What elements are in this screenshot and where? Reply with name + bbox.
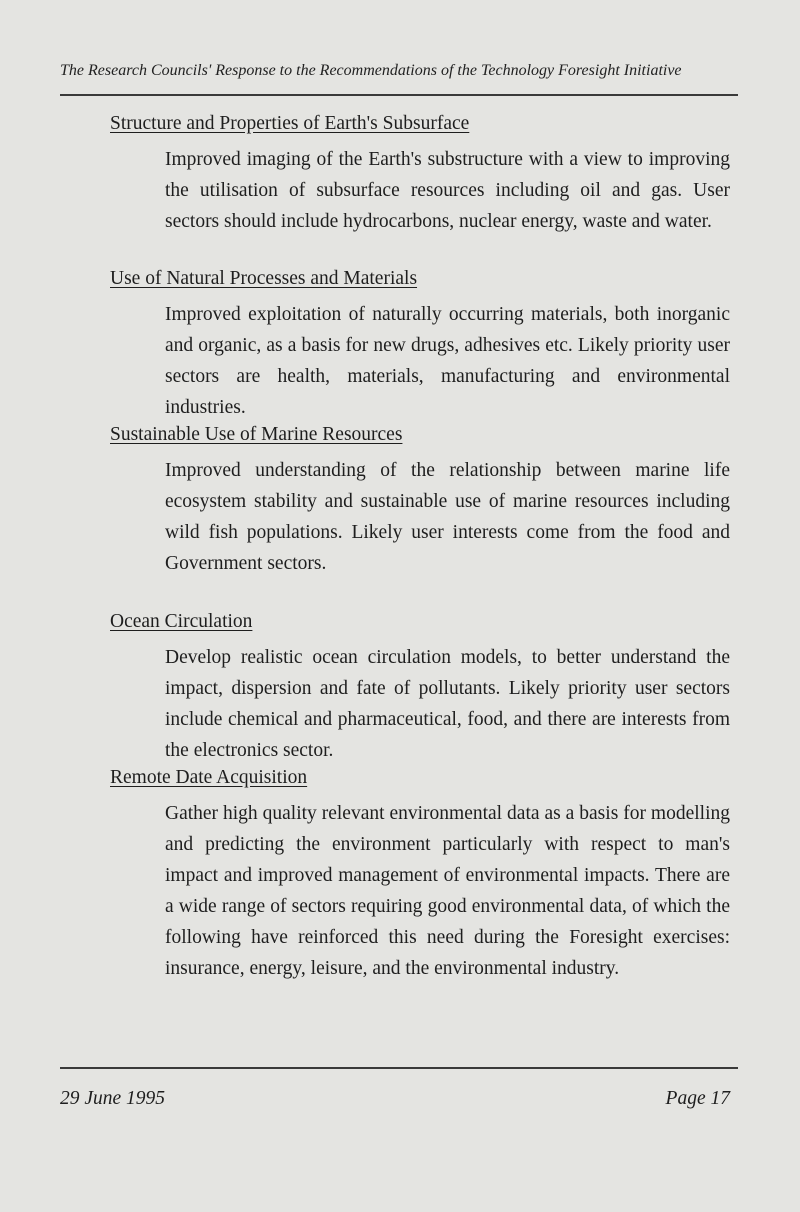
- section-heading: Remote Date Acquisition: [110, 767, 308, 788]
- section-body: Improved exploitation of naturally occurring materials, both inorganic and organic, as a basis for new drugs, adhesives etc. Likely priority user sectors are health, materials, manufacturing and environmental industries.: [165, 304, 730, 418]
- section-body: Gather high quality relevant environmental data as a basis for modelling and predicting the environment particularly with respect to man's impact and improved management of environmental impacts. There are a wide range of sectors requiring good environmental data, of which the following have reinforced this need during the Foresight exercises: insurance, energy, leisure, and the environmental industry.: [165, 803, 730, 979]
- section-subsurface: [110, 113, 738, 237]
- section-natural-processes: [110, 268, 738, 423]
- section-body: Improved understanding of the relationship between marine life ecosystem stability and sustainable use of marine resources including wild fish populations. Likely user interests come from the food and Government sectors.: [165, 460, 730, 574]
- running-header: The Research Councils' Response to the Recommendations of the Technology Foresight Initiative: [60, 62, 682, 79]
- section-heading: Use of Natural Processes and Materials: [110, 268, 418, 289]
- footer-date: 29 June 1995: [60, 1088, 166, 1109]
- section-remote-data: [110, 767, 738, 984]
- section-heading: Structure and Properties of Earth's Subsurface: [110, 113, 470, 134]
- section-heading: Sustainable Use of Marine Resources: [110, 424, 403, 445]
- section-heading: Ocean Circulation: [110, 611, 253, 632]
- section-body: Improved imaging of the Earth's substructure with a view to improving the utilisation of subsurface resources including oil and gas. User sectors should include hydrocarbons, nuclear energy, waste and water.: [165, 149, 730, 232]
- header-rule: [60, 94, 738, 96]
- section-ocean-circulation: [110, 611, 738, 766]
- section-body: Develop realistic ocean circulation models, to better understand the impact, dispersion and fate of pollutants. Likely priority user sectors include chemical and pharmaceutical, food, and there are interests from the electronics sector.: [165, 647, 730, 761]
- section-marine-resources: [110, 424, 738, 579]
- footer-rule: [60, 1067, 738, 1069]
- page-number: Page 17: [665, 1088, 730, 1109]
